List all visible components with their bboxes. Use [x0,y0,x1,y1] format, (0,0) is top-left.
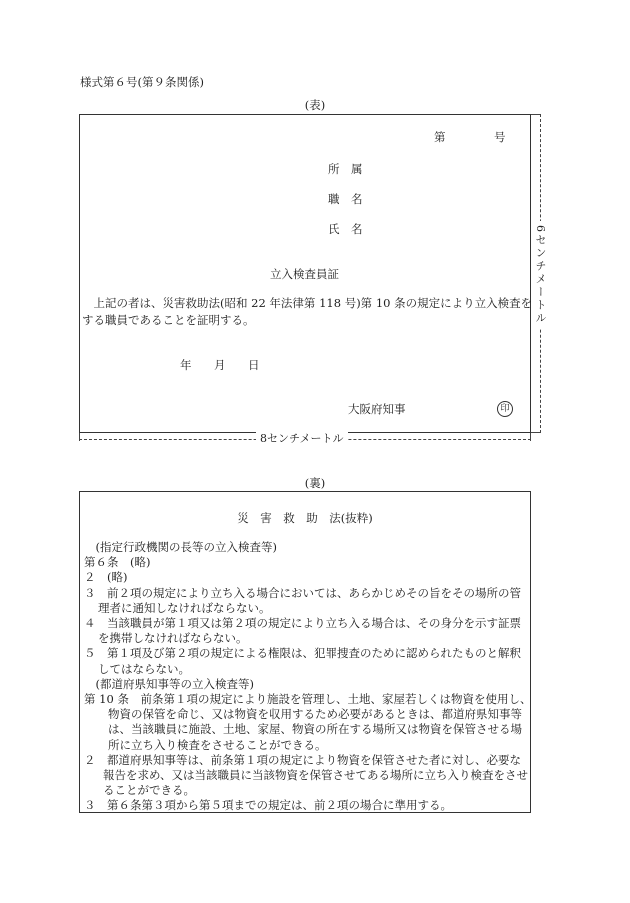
date-year: 年 [180,358,192,372]
law-line: 理者に通知しなければならない。 [98,600,271,615]
law-line: (都道府県知事等の立入検査等) [84,676,254,691]
front-label: (表) [304,98,326,112]
date-month: 月 [214,358,226,372]
law-line: 第６条 (略) [84,555,151,570]
law-title: 災 害 救 助 法(抜粋) [237,511,373,525]
law-line: は、当該職員に施設、土地、家屋、物資の所在する場所又は物資を保管させる場 [108,722,522,737]
statement-line-1: 上記の者は、災害救助法(昭和 22 年法律第 118 号)第 10 条の規定により立入検査を [82,296,533,310]
law-excerpt [84,540,530,814]
law-line: ２ (略) [84,570,128,585]
statement-line-2: する職員であることを証明する。 [82,313,255,327]
law-line: 第 10 条 前条第１項の規定により施設を管理し、土地、家屋若しくは物資を使用し、 [84,692,532,707]
number-dai: 第 [434,130,446,144]
law-line: ３ 前２項の規定により立ち入る場合においては、あらかじめその旨をその場所の管 [84,585,521,600]
law-line: ５ 第１項及び第２項の規定による権限は、犯罪捜査のために認められたものと解釈 [84,646,521,661]
law-line: 報告を求め、又は当該職員に当該物資を保管させてある場所に立ち入り検査をさせ [103,768,529,783]
law-line: (指定行政機関の長等の立入検査等) [84,540,277,554]
date-day: 日 [248,358,260,372]
field-name: 氏 名 [328,222,363,236]
law-line: ４ 当該職員が第１項又は第２項の規定により立ち入る場合は、その身分を示す証票 [84,616,521,631]
law-line: 所に立ち入り検査をさせることができる。 [108,737,327,752]
law-line: ３ 第６条第３項から第５項までの規定は、前２項の場合に準用する。 [84,798,452,813]
height-note: 6センチメートル [534,221,546,329]
form-number: 様式第６号(第９条関係) [80,75,204,89]
law-line: を携帯しなければならない。 [98,631,248,646]
width-note: 8センチメートル [256,432,348,446]
issuer: 大阪府知事 [348,402,406,416]
seal-icon: 印 [497,401,513,417]
card-title: 立入検査員証 [270,267,339,281]
field-affiliation: 所 属 [328,162,363,176]
law-line: してはならない。 [98,661,190,676]
law-line: ２ 都道府県知事等は、前条第１項の規定により物資を保管させた者に対し、必要な [84,752,521,767]
law-line: ることができる。 [103,783,195,798]
law-line: 物資の保管を命じ、又は物資を収用するため必要があるときは、都道府県知事等 [108,707,522,722]
number-go: 号 [494,130,506,144]
back-label: (裏) [304,476,326,490]
field-title: 職 名 [328,192,363,206]
